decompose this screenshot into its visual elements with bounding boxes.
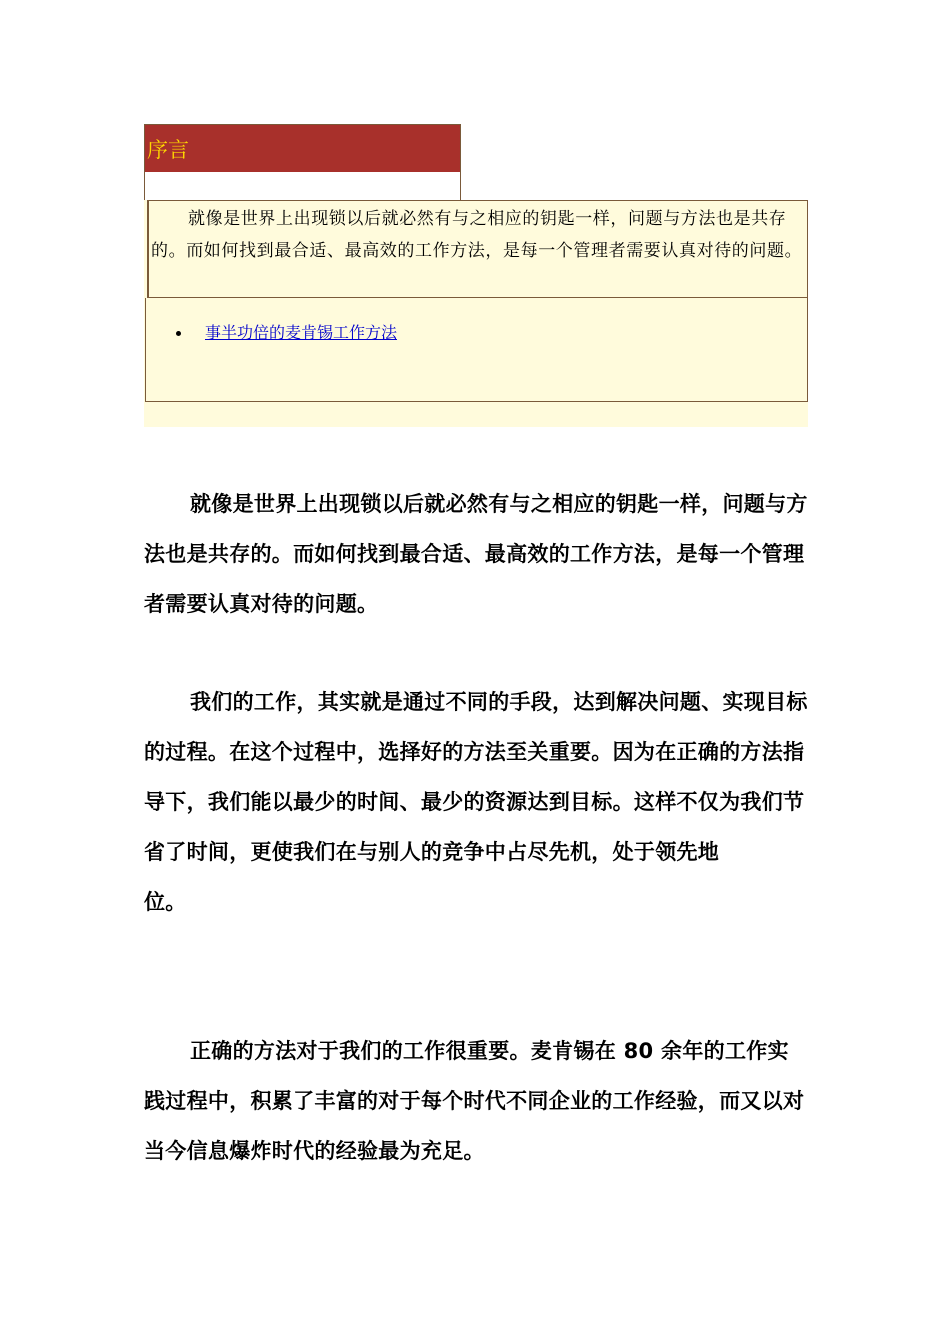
body-paragraph-1: 就像是世界上出现锁以后就必然有与之相应的钥匙一样，问题与方法也是共存的。而如何找到最合适、最高效的工作方法，是每一个管理者需要认真对待的问题。 [144, 492, 808, 616]
preface-title: 序言 [147, 138, 189, 162]
preface-title-spacer [144, 172, 461, 200]
preface-box [144, 124, 808, 427]
body-paragraph-3: 正确的方法对于我们的工作很重要。麦肯锡在 80 余年的工作实践过程中，积累了丰富的对于每个时代不同企业的工作经验，而又以对当今信息爆炸时代的经验最为充足。 [144, 1039, 805, 1163]
body-paragraph-2-tail: 位。 [144, 890, 187, 914]
preface-link-list [145, 298, 808, 402]
preface-title-bar [144, 124, 461, 173]
body-paragraph-2-main: 我们的工作，其实就是通过不同的手段，达到解决问题、实现目标的过程。在这个过程中，选择好的方法至关重要。因为在正确的方法指导下，我们能以最少的时间、最少的资源达到目标。这样不仅为我们节省了时间，更使我们在与别人的竞争中占尽先机，处于领先地 [144, 690, 808, 864]
mckinsey-method-link[interactable]: 事半功倍的麦肯锡工作方法 [205, 323, 398, 342]
body-paragraph-2 [144, 677, 809, 927]
preface-intro-text: 就像是世界上出现锁以后就必然有与之相应的钥匙一样，问题与方法也是共存的。而如何找到最合适、最高效的工作方法，是每一个管理者需要认真对待的问题。 [151, 209, 803, 261]
bullet-icon [176, 331, 181, 336]
preface-intro-box [147, 200, 808, 298]
